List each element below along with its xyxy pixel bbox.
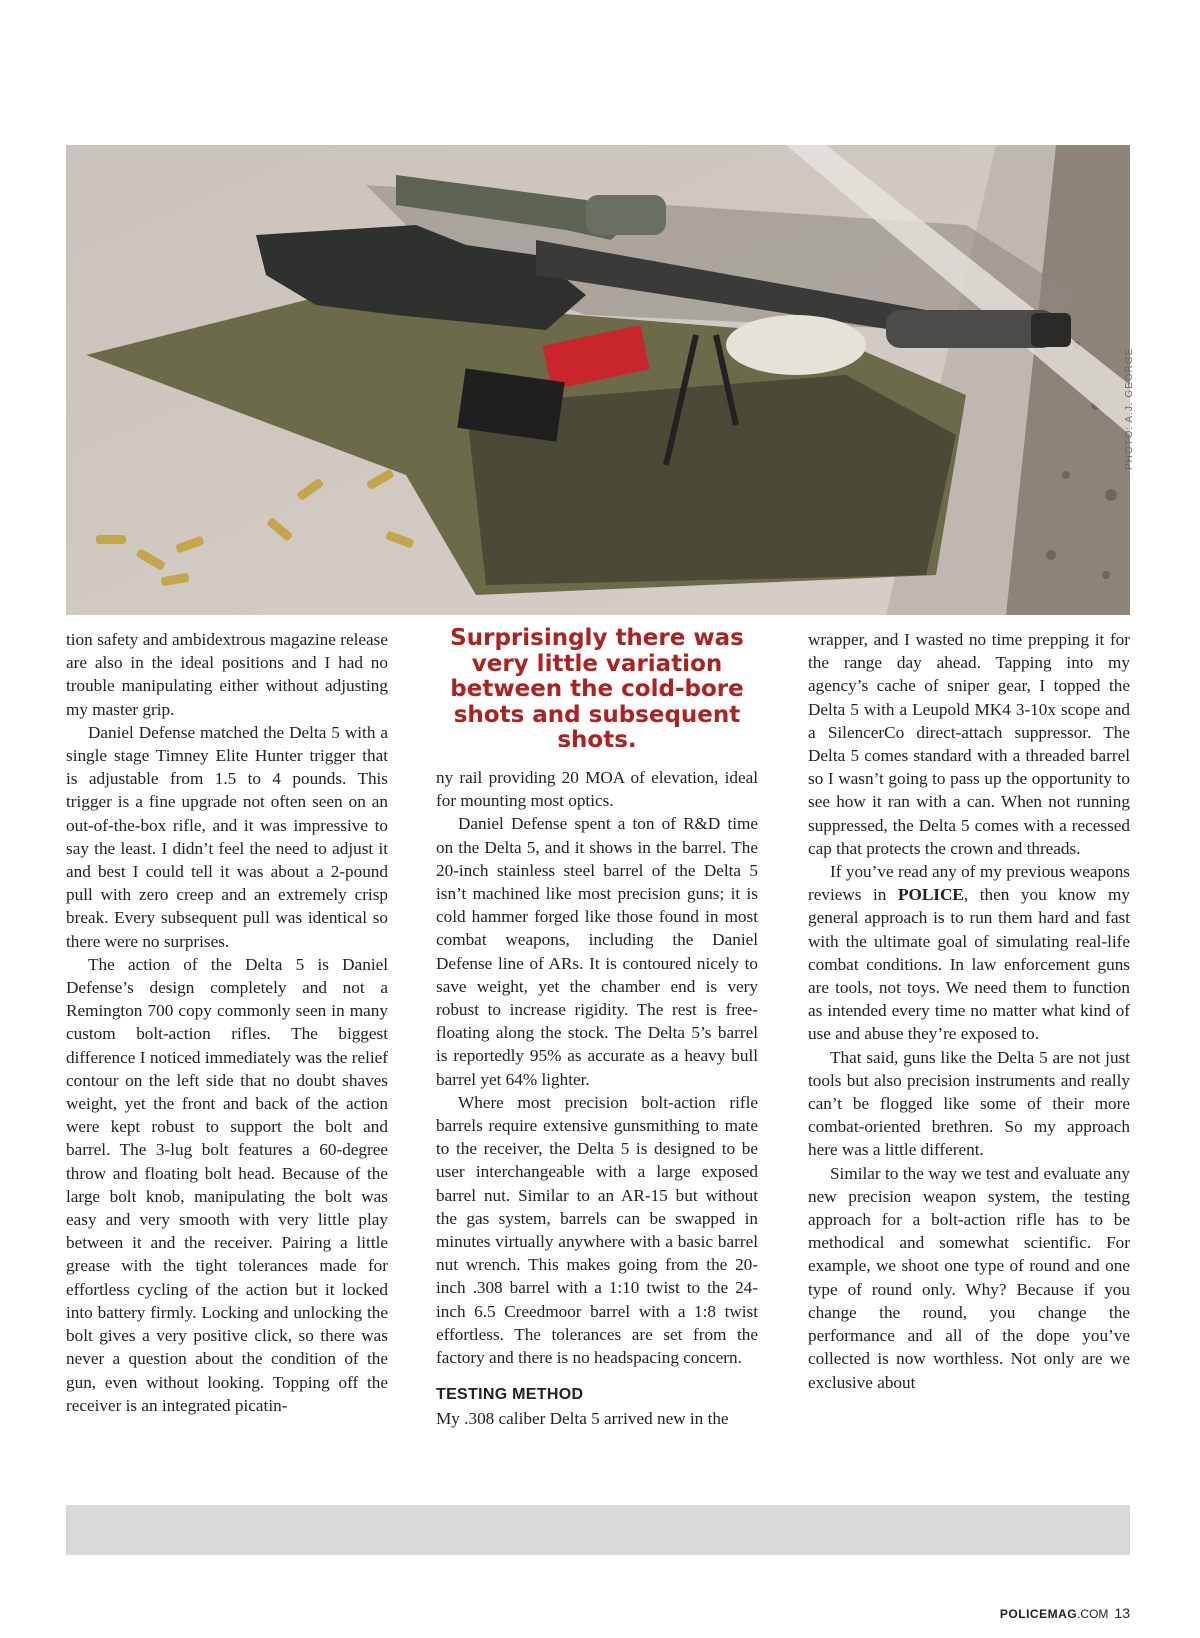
- photo-credit: PHOTO: A.J. GEORGE: [1124, 347, 1135, 470]
- section-heading: TESTING METHOD: [436, 1386, 584, 1404]
- column2-paragraph-3: Where most precision bolt-action rifle barrels require extensive gunsmithing to mate to the receiver, the Delta 5 is designed to be user interchangeable with a large exposed barrel nut. Similar to an AR-15 but without the gas system, barrels can be swapped in minutes virtually anywhere with a basic barrel nut wrench. This makes going from the 20-inch .308 barrel with a 1:10 twist to the 24-inch 6.5 Creedmoor barrel with a 1:8 twist effortless. The tolerances are set from the factory and there is no headspacing concern.: [436, 1092, 758, 1368]
- article-column-1: [66, 628, 388, 1417]
- advertisement-band: [66, 1505, 1130, 1555]
- column1-paragraph-1: tion safety and ambidextrous magazine release are also in the ideal positions and I had no trouble manipulating either without adjusting my master grip.: [66, 630, 388, 719]
- rifle-photo: [66, 145, 1130, 615]
- magazine-name: POLICE: [897, 885, 964, 905]
- column2-paragraph-4: My .308 caliber Delta 5 arrived new in the: [436, 1409, 729, 1429]
- column3-paragraph-4: Similar to the way we test and evaluate any new precision weapon system, the testing approach for a bolt-action rifle has to be methodical and somewhat scientific. For example, we shoot one type of round and one type of round only. Why? Because if you change the round, you change the performance and all of the dope you’ve collected is now worthless. Not only are we exclusive about: [808, 1163, 1130, 1392]
- pull-quote: Surprisingly there was very little variation between the cold-bore shots and subsequent shots.: [450, 625, 744, 754]
- article-column-3: [808, 628, 1130, 1394]
- column3-paragraph-3: That said, guns like the Delta 5 are not just tools but also precision instruments and really can’t be flogged like some of their more combat-oriented brethren. So my approach here was a little different.: [808, 1047, 1130, 1160]
- footer-site-domain: .COM: [1077, 1607, 1109, 1621]
- rifle-photo-illustration: [66, 145, 1130, 615]
- column3-paragraph-2-end: , then you know my general approach is to run them hard and fast with the ultimate goal of simulating real-life combat conditions. In law enforcement guns are tools, not toys. We need them to function as intended every time no matter what kind of use and abuse they’re exposed to.: [808, 885, 1130, 1044]
- column1-paragraph-3: The action of the Delta 5 is Daniel Defense’s design completely and not a Remington 700 copy commonly seen in many custom bolt-action rifles. The biggest difference I noticed immediately was the relief contour on the left side that no doubt shaves weight, yet the front and back of the action were kept robust to support the bolt and barrel. The 3-lug bolt features a 60-degree throw and floating bolt head. Because of the large bolt knob, manipulating the bolt was easy and very smooth with very little play between it and the receiver. Pairing a little grease with the tight tolerances made for effortless cycling of the action but it locked into battery firmly. Locking and unlocking the bolt gives a very positive click, so there was never a question about the condition of the gun, even without looking. Topping off the receiver is an integrated picatin-: [66, 954, 388, 1415]
- page-footer: [1000, 1605, 1130, 1621]
- article-column-2: [436, 766, 758, 1430]
- column3-paragraph-2-start: If you’ve read any of my previous weapons reviews in: [808, 862, 1130, 905]
- footer-site-name: POLICEMAG: [999, 1607, 1078, 1621]
- column1-paragraph-2: Daniel Defense matched the Delta 5 with a single stage Timney Elite Hunter trigger that is adjustable from 1.5 to 4 pounds. This trigger is a fine upgrade not often seen on an out-of-the-box rifle, and it was impressive to say the least. I didn’t feel the need to adjust it and best I could tell it was about a 2-pound pull with zero creep and an extremely crisp break. Every subsequent pull was identical so there were no surprises.: [66, 722, 388, 951]
- column2-paragraph-1: ny rail providing 20 MOA of elevation, ideal for mounting most optics.: [436, 768, 758, 811]
- column3-paragraph-2: [808, 860, 1130, 1046]
- column2-paragraph-2: Daniel Defense spent a ton of R&D time on the Delta 5, and it shows in the barrel. The 20-inch stainless steel barrel of the Delta 5 isn’t machined like most precision guns; it is cold hammer forged like those found in most combat weapons, including the Daniel Defense line of ARs. It is contoured nicely to save weight, yet the chamber end is very robust to increase rigidity. The rest is free-floating along the stock. The Delta 5’s barrel is reportedly 95% as accurate as a heavy bull barrel yet 64% lighter.: [436, 814, 758, 1089]
- column3-paragraph-1: wrapper, and I wasted no time prepping it for the range day ahead. Tapping into my agency’s cache of sniper gear, I topped the Delta 5 with a Leupold MK4 3-10x scope and a SilencerCo direct-attach suppressor. The Delta 5 comes standard with a threaded barrel so I wasn’t going to pass up the opportunity to see how it ran with a can. When not running suppressed, the Delta 5 comes with a recessed cap that protects the crown and threads.: [808, 630, 1130, 858]
- page-number: 13: [1114, 1605, 1130, 1621]
